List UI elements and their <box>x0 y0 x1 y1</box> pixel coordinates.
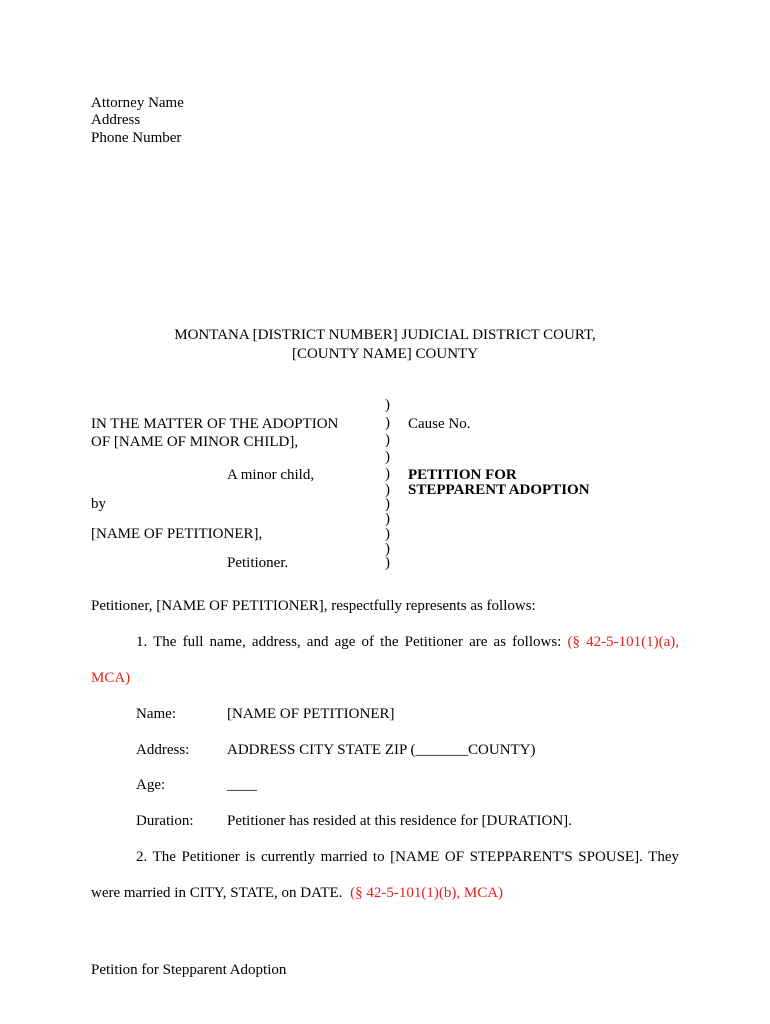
field-duration-label: Duration: <box>136 813 194 829</box>
field-address-value: ADDRESS CITY STATE ZIP (_______COUNTY) <box>227 742 536 758</box>
paragraph-1-text: 1. The full name, address, and age of the Petitioner are as follows: <box>136 634 562 650</box>
field-age-value: ____ <box>227 777 257 793</box>
matter-line-2: OF [NAME OF MINOR CHILD], <box>91 434 299 450</box>
field-duration-value: Petitioner has resided at this residence for [DURATION]. <box>227 813 572 829</box>
attorney-address: Address <box>91 112 141 128</box>
caption-paren: ) <box>385 555 390 571</box>
petitioner-label: Petitioner. <box>227 555 289 571</box>
caption-paren: ) <box>385 496 390 512</box>
paragraph-2-line-2 <box>91 884 503 902</box>
by-label: by <box>91 496 106 512</box>
attorney-name: Attorney Name <box>91 95 184 111</box>
field-age-label: Age: <box>136 777 166 793</box>
caption-paren: ) <box>385 541 390 557</box>
page-footer: Petition for Stepparent Adoption <box>91 962 287 978</box>
citation-2: (§ 42-5-101(1)(b), MCA) <box>350 885 504 901</box>
intro-paragraph: Petitioner, [NAME OF PETITIONER], respectfully represents as follows: <box>91 598 536 614</box>
caption-paren: ) <box>385 415 390 431</box>
citation-1b: MCA) <box>91 670 131 686</box>
field-name-value: [NAME OF PETITIONER] <box>227 706 395 722</box>
caption-paren: ) <box>385 526 390 542</box>
caption-paren: ) <box>385 511 390 527</box>
caption-paren: ) <box>385 482 390 498</box>
petition-title-1: PETITION FOR <box>408 467 517 483</box>
citation-1a: (§ 42-5-101(1)(a), <box>567 634 680 650</box>
caption-paren: ) <box>385 432 390 448</box>
caption-paren: ) <box>385 449 390 465</box>
paragraph-1-line-1 <box>91 633 679 651</box>
cause-number: Cause No. <box>408 416 471 432</box>
field-name-label: Name: <box>136 706 176 722</box>
minor-child-label: A minor child, <box>227 467 315 483</box>
paragraph-2-line-1: 2. The Petitioner is currently married to [NAME OF STEPPARENT'S SPOUSE]. They <box>136 849 679 865</box>
petitioner-name: [NAME OF PETITIONER], <box>91 526 263 542</box>
caption-paren: ) <box>385 397 390 413</box>
petition-title-2: STEPPARENT ADOPTION <box>408 482 590 498</box>
field-address-label: Address: <box>136 742 190 758</box>
caption-paren: ) <box>385 466 390 482</box>
matter-line-1: IN THE MATTER OF THE ADOPTION <box>91 416 339 432</box>
paragraph-2-text: were married in CITY, STATE, on DATE. <box>91 885 343 901</box>
attorney-phone: Phone Number <box>91 130 182 146</box>
court-name: MONTANA [DISTRICT NUMBER] JUDICIAL DISTRICT COURT, <box>174 327 596 343</box>
court-county: [COUNTY NAME] COUNTY <box>291 346 479 362</box>
